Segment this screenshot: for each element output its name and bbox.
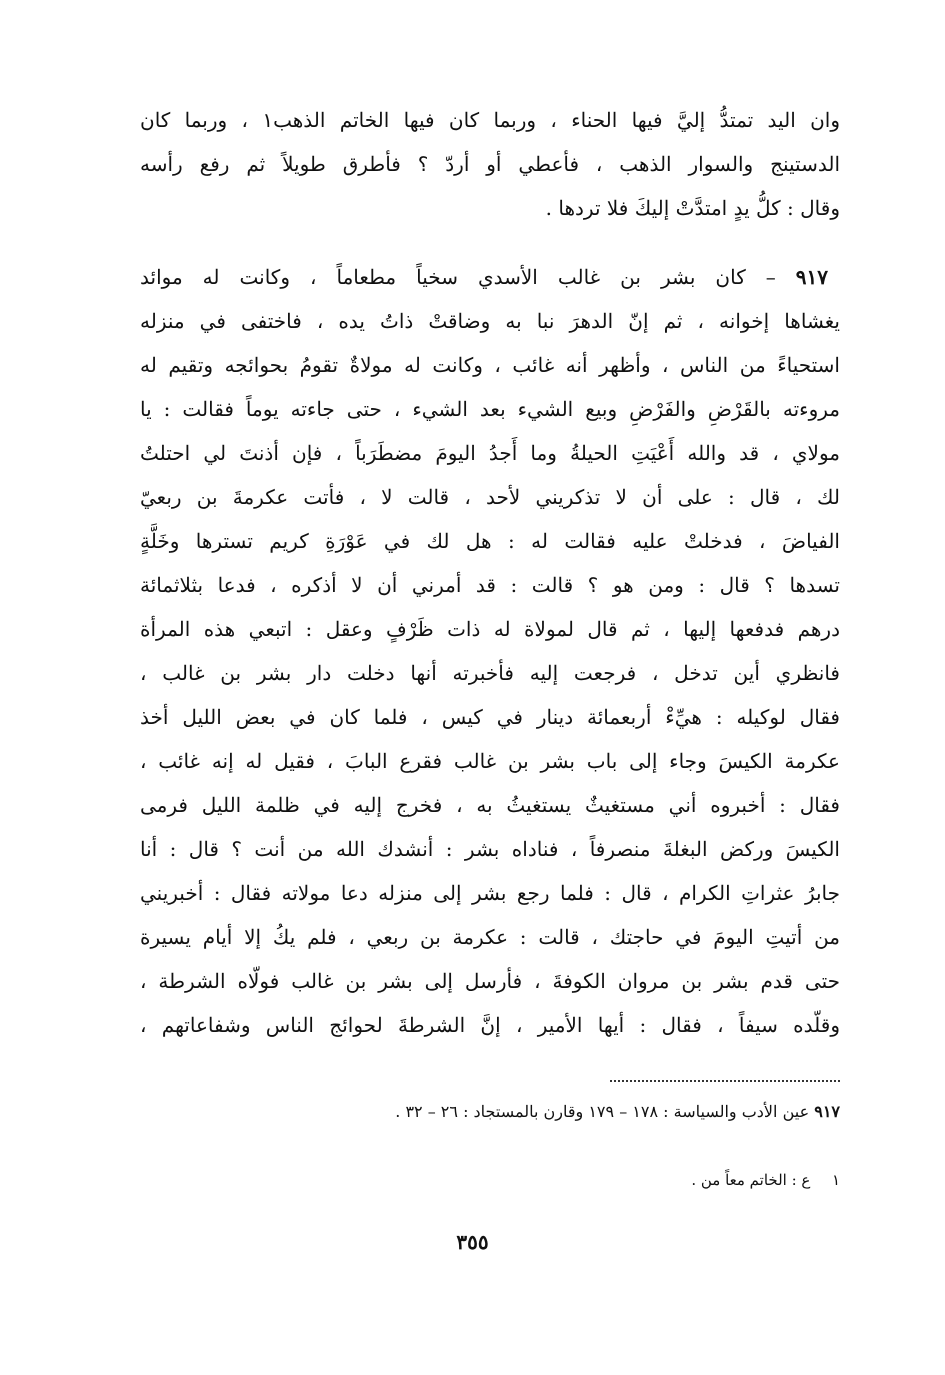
page-number: ٣٥٥: [456, 1230, 489, 1254]
source-note: [140, 1097, 840, 1127]
footnote-separator: [610, 1080, 840, 1082]
text-line: تسدها ؟ قال : ومن هو ؟ قالت : قد أمرني أن لا أذكره ، فدعا بثلاثمائة: [140, 573, 840, 597]
text-line: عكرمة الكيسَ وجاء إلى باب بشر بن غالب فقرع البابَ ، فقيل له إنه غائب ،: [140, 749, 840, 773]
footnote-text: ع : الخاتم معاً من .: [691, 1171, 811, 1189]
source-note-text: عين الأدب والسياسة : ١٧٨ – ١٧٩ وقارن بالمستجاد : ٢٦ – ٣٢ .: [395, 1102, 810, 1121]
anecdote-number: ٩١٧: [795, 265, 828, 289]
text-line: الفياضَ ، فدخلتْ عليه فقالت له : هل لك في عَوْرَةِ كريم تسترها وخَلَّةٍ: [140, 529, 840, 553]
source-note-number: ٩١٧: [814, 1102, 840, 1121]
footnote-marker: ١: [831, 1171, 840, 1189]
text-line: فقال لوكيله : هيِّءْ أربعمائة دينار في كيس ، فلما كان في بعض الليل أخذ: [140, 705, 840, 729]
text-line: لك ، قال : على أن لا تذكريني لأحد ، قالت لا ، فأتت عكرمةَ بن ربعيّ: [140, 485, 840, 509]
text-line: وان اليد تمتدُّ إليَّ فيها الحناء ، وربما كان فيها الخاتم الذهب١ ، وربما كان: [140, 108, 840, 132]
text-line: مروءته بالقَرْضِ والفَرْضِ وبيع الشيء بعد الشيء ، حتى جاءته يوماً فقالت : يا: [140, 397, 840, 421]
footnote: [140, 1167, 840, 1193]
text-line: استحياءً من الناس ، وأظهر أنه غائب ، وكانت له مولاةٌ تقومُ بحوائجه وتقيم له: [140, 353, 840, 377]
text-line: مولاي ، قد والله أَعْيَتِ الحيلةُ وما أَجدُ اليومَ مضطَرَباً ، فإن أذنتَ لي احتلتُ: [140, 441, 840, 465]
paragraph-917: [140, 255, 840, 1047]
text-line-first: [140, 255, 840, 299]
text-line: الكيسَ وركض البغلةَ منصرفاً ، فناداه بشر : أنشدك الله من أنت ؟ قال : أنا: [140, 837, 840, 861]
text-line: حتى قدم بشر بن مروان الكوفةَ ، فأرسل إلى بشر بن غالب فولّاه الشرطة ،: [140, 969, 840, 993]
text-line: من أتيتِ اليومَ في حاجتك ، قالت : عكرمة بن ربعي ، فلم يكُ إلا أيام يسيرة: [140, 925, 840, 949]
text-line: فقال : أخبروه أني مستغيثٌ يستغيثُ به ، فخرج إليه في ظلمة الليل فرمى: [140, 793, 840, 817]
text-line: يغشاها إخوانه ، ثم إنّ الدهرَ نبا به وضاقتْ ذاتُ يده ، فاختفى في منزله: [140, 309, 840, 333]
text-line: جابرُ عثراتِ الكرام ، قال : فلما رجع بشر إلى منزله دعا مولاته فقال : أخبريني: [140, 881, 840, 905]
text-line: فانظري أين تدخل ، فرجعت إليه فأخبرته أنها دخلت دار بشر بن غالب ،: [140, 661, 840, 685]
text-line-content: – كان بشر بن غالب الأسدي سخياً مطعاماً ، وكانت له موائد: [140, 265, 776, 289]
text-line: وقال : كلُّ يدٍ امتدَّتْ إليكَ فلا تردها .: [545, 196, 840, 220]
text-line: وقلّده سيفاً ، فقال : أيها الأمير ، إنَّ الشرطةَ لحوائج الناس وشفاعاتهم ،: [140, 1013, 840, 1037]
text-line: الدستينج والسوار الذهب ، فأعطي أو أردّ ؟ فأطرق طويلاً ثم رفع رأسه: [140, 152, 840, 176]
paragraph-916-end: [140, 98, 840, 230]
text-line: درهم فدفعها إليها ، ثم قال لمولاة له ذات ظَرْفٍ وعقل : اتبعي هذه المرأة: [140, 617, 840, 641]
